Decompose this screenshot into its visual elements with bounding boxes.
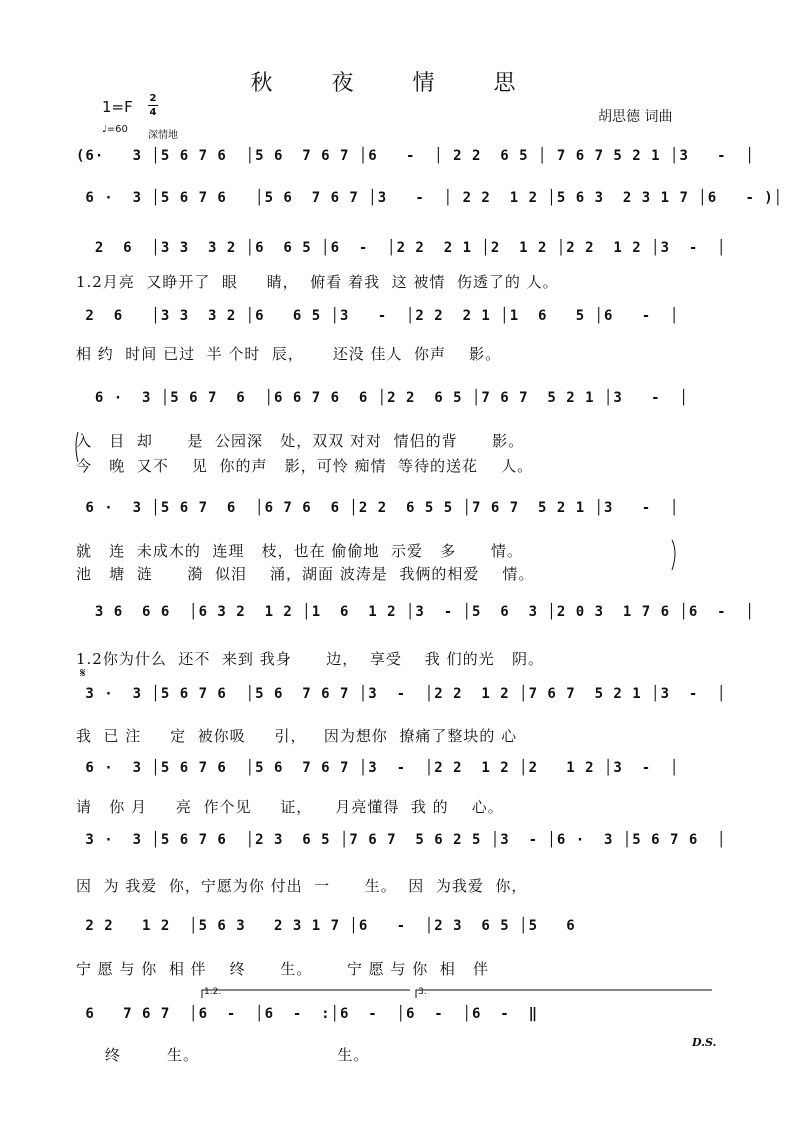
notation-row-9: 6 · 3 │5 6 7 6 │5 6 7 6 7 │3 - │2 2 1 2 │2 1 2 │3 - │ (76, 760, 680, 776)
time-bottom: 4 (149, 107, 157, 118)
expression-mark: 深情地 (148, 130, 178, 141)
notation-row-10: 3 · 3 │5 6 7 6 │2 3 6 5 │7 6 7 5 6 2 5 │3 - │6 · 3 │5 6 7 6 │ (76, 832, 727, 848)
lyric-row-4: 今 晚 又不 见 你的声 影，可怜 痴情 等待的送花 人。 (76, 457, 534, 475)
notation-row-1: (6· 3 │5 6 7 6 │5 6 7 6 7 │6 - │ 2 2 6 5 │ 7 6 7 5 2 1 │3 - │ (76, 148, 755, 164)
lyric-row-10: 因 为 我爱 你，宁愿为你 付出 一 生。 因 为我爱 你， (76, 877, 528, 895)
tempo-mark: ♩=60 (102, 124, 128, 135)
lyric-row-11: 宁 愿 与 你 相 伴 终 生。 宁 愿 与 你 相 伴 (76, 960, 490, 978)
segno-sign: 𝄋 (80, 666, 86, 681)
author-credit: 胡思德 词曲 (598, 109, 673, 125)
lyric-row-5: 就 连 未成木的 连理 枝，也在 偷偷地 示爱 多 情。 (76, 542, 523, 560)
ds-marking: D.S. (692, 1036, 717, 1049)
volta-2-label: 3. (418, 987, 427, 997)
notation-row-3: 2 6 │3 3 3 2 │6 6 5 │6 - │2 2 2 1 │2 1 2 │2 2 1 2 │3 - │ (76, 240, 727, 256)
key-signature: 1=F (102, 98, 133, 116)
lyric-row-6: 池 塘 涟 漪 似泪 涌，湖面 波涛是 我俩的相爱 情。 (76, 565, 535, 583)
brace-right (672, 540, 675, 570)
notation-row-5: 6 · 3 │5 6 7 6 │6 6 7 6 6 │2 2 6 5 │7 6 7 5 2 1 │3 - │ (76, 390, 689, 406)
notation-row-4: 2 6 │3 3 3 2 │6 6 5 │3 - │2 2 2 1 │1 6 5 │6 - │ (76, 308, 680, 324)
volta-1-bracket (202, 990, 410, 998)
lyric-row-2: 相 约 时间 已过 半 个时 辰， 还没 佳人 你声 影。 (76, 345, 502, 363)
notation-row-12: 6 7 6 7 │6 - │6 - :│6 - │6 - │6 - ‖ (76, 1006, 539, 1022)
lyric-row-12: 终 生。 生。 (76, 1046, 370, 1064)
volta-1-label: 1.2. (204, 987, 222, 997)
lyric-row-3: 入 目 却 是 公园深 处，双双 对对 情侣的背 影。 (76, 432, 525, 450)
song-title: 秋 夜 情 思 (250, 71, 542, 96)
notation-row-6: 6 · 3 │5 6 7 6 │6 7 6 6 │2 2 6 5 5 │7 6 7 5 2 1 │3 - │ (76, 500, 680, 516)
lyric-row-9: 请 你 月 亮 作个见 证， 月亮懂得 我 的 心。 (76, 798, 504, 816)
volta-2-bracket (416, 990, 712, 998)
lyric-row-1: 1.2月亮 又睁开了 眼 睛， 俯看 着我 这 被情 伤透了的 人。 (76, 273, 559, 291)
time-top: 2 (149, 93, 157, 104)
notation-row-7: 3 6 6 6 │6 3 2 1 2 │1 6 1 2 │3 - │5 6 3 │2 0 3 1 7 6 │6 - │ (76, 604, 755, 620)
lyric-row-8: 我 已 注 定 被你吸 引， 因为想你 撩痛了整块的 心 (76, 727, 518, 745)
notation-row-2: 6 · 3 │5 6 7 6 │5 6 7 6 7 │3 - │ 2 2 1 2 │5 6 3 2 3 1 7 │6 - )│ (76, 190, 784, 206)
brace-left (76, 432, 78, 462)
lyric-row-7: 1.2你为什么 还不 来到 我身 边， 享受 我 们的光 阴。 (76, 650, 544, 668)
notation-row-11: 2 2 1 2 │5 6 3 2 3 1 7 │6 - │2 3 6 5 │5 6 (76, 918, 576, 934)
notation-row-8: 3 · 3 │5 6 7 6 │5 6 7 6 7 │3 - │2 2 1 2 │7 6 7 5 2 1 │3 - │ (76, 686, 727, 702)
